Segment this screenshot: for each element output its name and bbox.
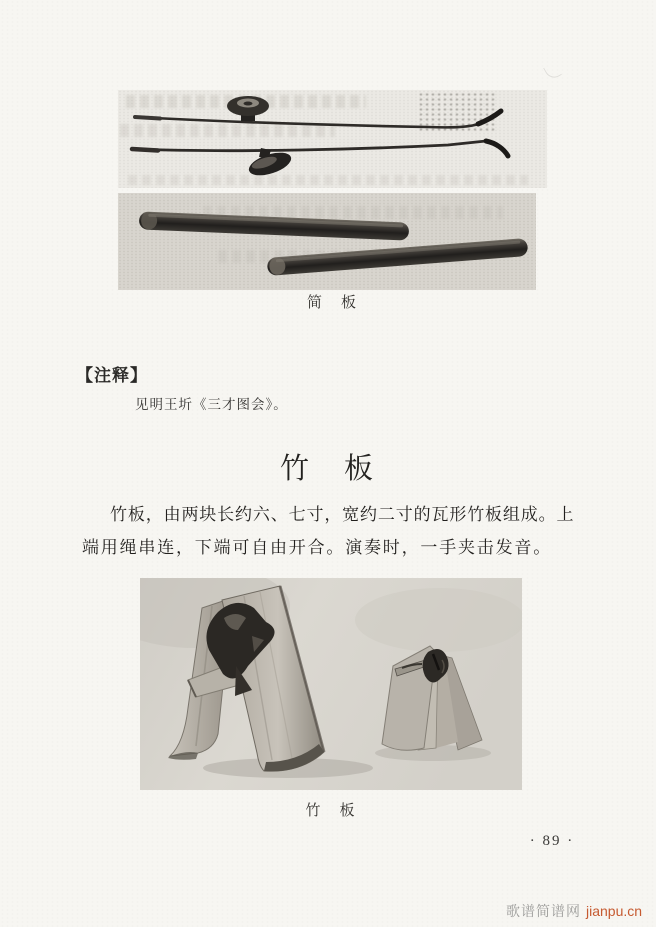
notes-heading: 【注释】 (76, 366, 148, 385)
figure-caption-zhuban: 竹 板 (305, 803, 357, 819)
jianban-strikers-drawing (118, 90, 547, 188)
body-paragraph (82, 499, 574, 564)
note-item: 见明王圻《三才图会》。 (135, 397, 288, 412)
site-watermark (506, 901, 642, 921)
scan-smudge-mark (543, 62, 562, 81)
watermark-site-name: 歌谱简谱网 (506, 905, 581, 920)
jianban-slats-drawing (118, 193, 536, 290)
photo-zhuban-clappers (140, 578, 522, 790)
photo-jianban-strikers (118, 90, 547, 188)
section-title: 竹 板 (279, 453, 376, 485)
page-number: · 89 · (529, 833, 575, 849)
paragraph-line: 端用绳串连，下端可自由开合。演奏时，一手夹击发音。 (82, 537, 552, 557)
photo-jianban-slats (118, 193, 536, 290)
watermark-site-url: jianpu.cn (586, 903, 643, 919)
paragraph-line: 竹板，由两块长约六、七寸，宽约二寸的瓦形竹板组成。上 (110, 505, 574, 524)
zhuban-clappers-drawing (140, 578, 522, 790)
figure-caption-jianban: 简 板 (306, 295, 358, 311)
